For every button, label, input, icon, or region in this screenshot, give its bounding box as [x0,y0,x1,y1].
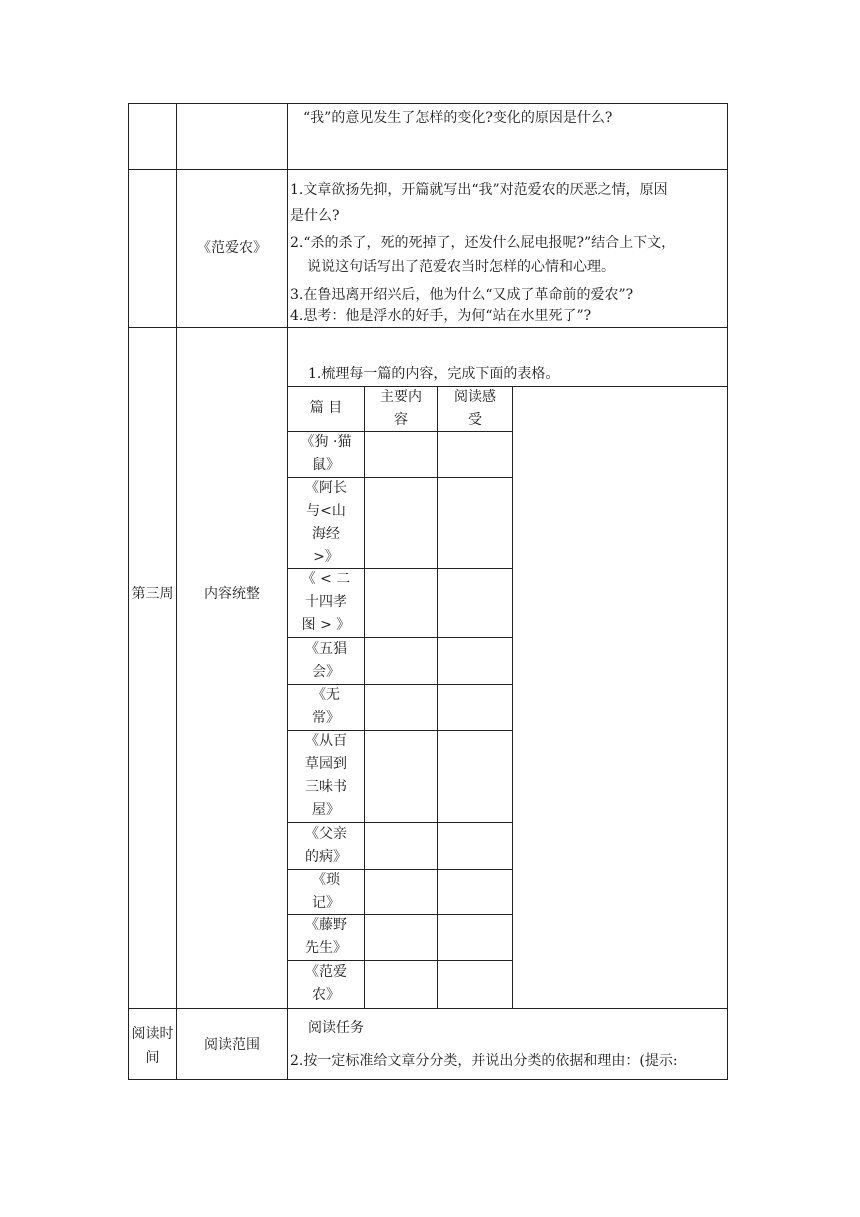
row4-task-header: 阅读任务 [308,1020,364,1036]
inner-article-title-line: 《琐 [312,871,340,888]
inner-article-title-line: 草园到 [305,756,347,772]
inner-article-title [288,638,364,684]
inner-header-title [288,397,364,420]
inner-article-title [288,823,364,869]
inner-article-title-line: 《父亲 [305,825,347,842]
row4-scope-header: 阅读范围 [204,1037,260,1053]
inner-article-title-line: 海经 [312,525,340,542]
inner-article-title-line: 《阿长 [305,479,347,496]
inner-table-col-line [512,386,513,1008]
inner-article-title-line: 《无 [312,687,340,703]
inner-article-title-line: 屋》 [312,802,340,818]
inner-article-title-line: 《 < 二 [301,571,351,587]
inner-article-title-line: 农》 [312,987,340,1003]
inner-article-title-line: 十四孝 [305,594,347,610]
inner-header-title-line: 篇 目 [309,400,343,416]
row3-scope: 内容统整 [204,586,260,602]
inner-header-impression-line: 受 [468,411,482,428]
row4-time-header-line2: 间 [145,1050,160,1066]
inner-article-title-line: 鼠》 [312,457,340,473]
row2-q2-line1: 2.“杀的杀了，死的死掉了，还发什么屁电报呢?”结合上下文， [290,235,676,251]
inner-header-impression [438,386,512,432]
row2-q4: 4.思考：他是浮水的好手，为何“站在水里死了”? [290,308,592,324]
inner-article-title-line: 先生》 [305,940,347,956]
row1-question: “我”的意见发生了怎样的变化?变化的原因是什么? [303,110,613,126]
inner-article-title-line: 会》 [312,663,340,680]
inner-article-title-line: 《藤野 [305,917,347,933]
row4-task-2: 2.按一定标准给文章分分类，并说出分类的依据和理由：(提示: [290,1053,678,1069]
row2-q1-line2: 是什么? [290,208,340,224]
inner-header-impression-line: 阅读感 [454,388,496,405]
row2-q3: 3.在鲁迅离开绍兴后，他为什么“又成了革命前的爱农”? [290,287,634,303]
inner-table-col-line [364,386,365,1008]
inner-table-col-line [437,386,438,1008]
inner-article-title-line: 的病》 [305,848,347,865]
inner-article-title-line: 《五猖 [305,640,347,657]
row2-q2-line2: 说说这句话写出了范爱农当时怎样的心情和心理。 [307,259,615,275]
row-divider-1 [128,169,728,170]
inner-header-main-content-line: 容 [394,411,408,428]
inner-article-title-line: 记》 [312,894,340,911]
outer-border-top [128,103,728,104]
inner-article-title [288,431,364,477]
inner-article-title [288,477,364,569]
inner-header-main-content-line: 主要内 [380,388,422,405]
inner-header-main-content [365,386,437,432]
row-divider-3 [128,1008,728,1009]
inner-article-title [288,914,364,960]
inner-article-title [288,961,364,1007]
inner-article-title-line: 常》 [312,710,340,726]
inner-article-title [288,684,364,730]
inner-article-title [288,730,364,822]
row2-topic: 《范爱农》 [197,240,267,256]
inner-article-title [288,568,364,637]
inner-article-title-line: 三味书 [305,779,347,795]
inner-article-title-line: 《从百 [305,733,347,749]
outer-border-right [727,103,728,1080]
inner-article-title [288,869,364,915]
row2-q1-line1: 1.文章欲扬先抑，开篇就写出“我”对范爱农的厌恶之情，原因 [290,182,668,198]
inner-article-title-line: >》 [313,548,339,565]
row3-task: 1.梳理每一篇的内容，完成下面的表格。 [308,366,560,382]
row-divider-2 [128,327,728,328]
inner-article-title-line: 《狗 ·猫 [300,434,352,450]
outer-border-bottom [128,1079,728,1080]
inner-article-title-line: 与<山 [306,502,346,519]
row3-week: 第三周 [131,586,174,602]
inner-article-title-line: 图 > 》 [301,617,351,633]
inner-article-title-line: 《范爱 [305,964,347,980]
row4-time-header-line1: 阅读时 [131,1026,174,1042]
